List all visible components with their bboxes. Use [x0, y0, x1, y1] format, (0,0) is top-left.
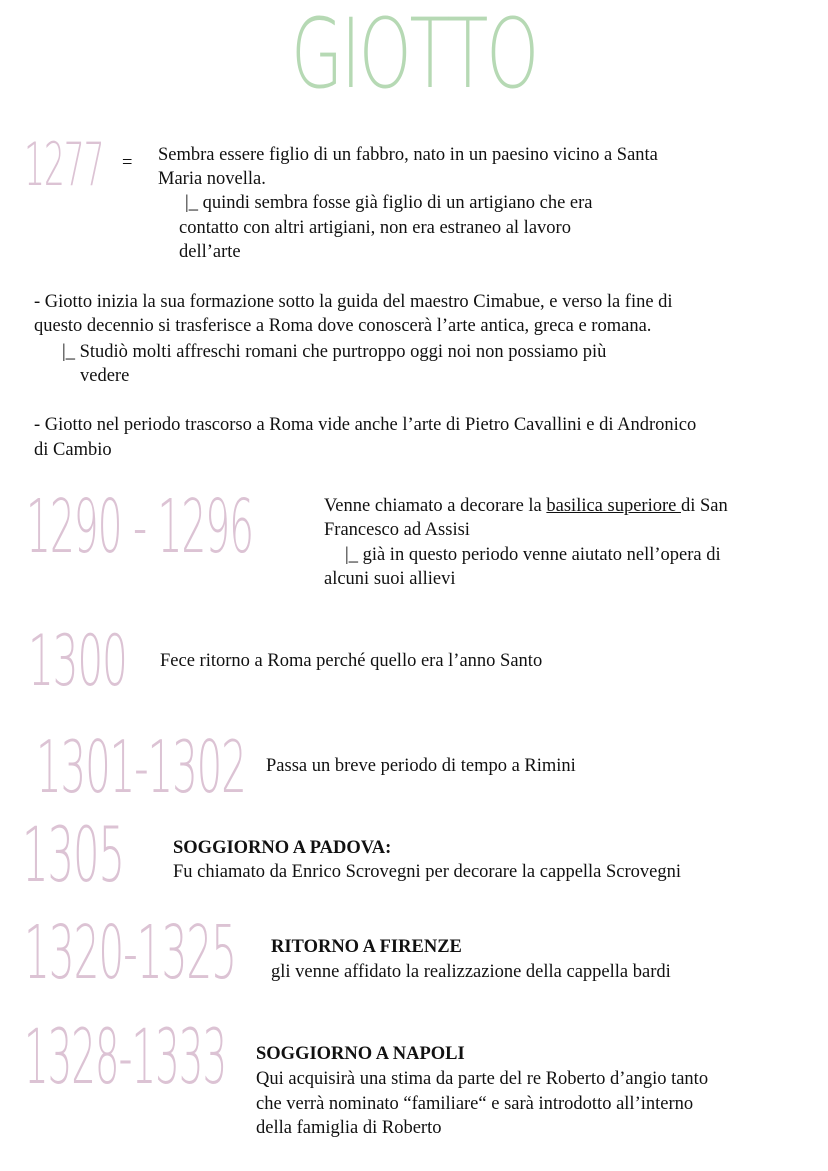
basilica-superiore-link: basilica superiore: [546, 496, 681, 516]
entry-1305-line-1: Fu chiamato da Enrico Scrovegni per decorare la cappella Scrovegni: [173, 862, 682, 882]
entry-1290-sub-line-1: |_ già in questo periodo venne aiutato nell’opera di: [345, 545, 721, 565]
entry-1290-line-1-after: di San: [680, 496, 728, 516]
entry-1290-line-2: Francesco ad Assisi: [324, 520, 470, 540]
entry-1301-line-1: Passa un breve periodo di tempo a Rimini: [266, 756, 576, 776]
year-1290-1296: 1290 - 1296: [26, 484, 254, 570]
year-1320-1325: 1320-1325: [24, 910, 236, 996]
entry-1328-heading: SOGGIORNO A NAPOLI: [256, 1044, 465, 1064]
equals-sign: =: [122, 153, 133, 173]
entry-1277-sub-line-3: dell’arte: [179, 242, 241, 262]
year-1277: 1277: [24, 130, 104, 200]
paragraph-formazione-line-2: questo decennio si trasferisce a Roma dove conoscerà l’arte antica, greca e romana.: [34, 316, 652, 336]
entry-1290-sub-line-2: alcuni suoi allievi: [324, 569, 456, 589]
entry-1290-line-1: [324, 494, 728, 519]
entry-1328-line-2: che verrà nominato “familiare“ e sarà introdotto all’interno: [256, 1094, 694, 1114]
entry-1328-line-3: della famiglia di Roberto: [256, 1118, 442, 1138]
paragraph-formazione-sub-line-1: |_ Studiò molti affreschi romani che purtroppo oggi noi non possiamo più: [62, 342, 607, 362]
year-1305: 1305: [22, 810, 124, 899]
paragraph-formazione-line-1: - Giotto inizia la sua formazione sotto la guida del maestro Cimabue, e verso la fine di: [34, 292, 673, 312]
paragraph-roma-line-2: di Cambio: [34, 440, 112, 460]
entry-1290-line-1-before: Venne chiamato a decorare la: [324, 496, 547, 516]
page-title: GIOTTO: [290, 0, 537, 110]
entry-1277-line-1: Sembra essere figlio di un fabbro, nato in un paesino vicino a Santa: [158, 145, 658, 165]
entry-1277-line-2: Maria novella.: [158, 169, 266, 189]
entry-1328-line-1: Qui acquisirà una stima da parte del re Roberto d’angio tanto: [256, 1069, 709, 1089]
paragraph-roma-line-1: - Giotto nel periodo trascorso a Roma vide anche l’arte di Pietro Cavallini e di Andronico: [34, 415, 697, 435]
entry-1320-heading: RITORNO A FIRENZE: [271, 937, 462, 957]
year-1301-1302: 1301-1302: [36, 725, 246, 809]
entry-1300-line-1: Fece ritorno a Roma perché quello era l’anno Santo: [160, 651, 543, 671]
paragraph-formazione-sub-line-2: vedere: [80, 366, 130, 386]
entry-1305-heading: SOGGIORNO A PADOVA:: [173, 838, 392, 858]
year-1328-1333: 1328-1333: [24, 1012, 227, 1101]
year-1300: 1300: [28, 620, 127, 702]
entry-1277-sub-line-1: |_ quindi sembra fosse già figlio di un artigiano che era: [185, 193, 593, 213]
entry-1277-sub-line-2: contatto con altri artigiani, non era estraneo al lavoro: [179, 218, 571, 238]
entry-1320-line-1: gli venne affidato la realizzazione della cappella bardi: [271, 962, 671, 982]
